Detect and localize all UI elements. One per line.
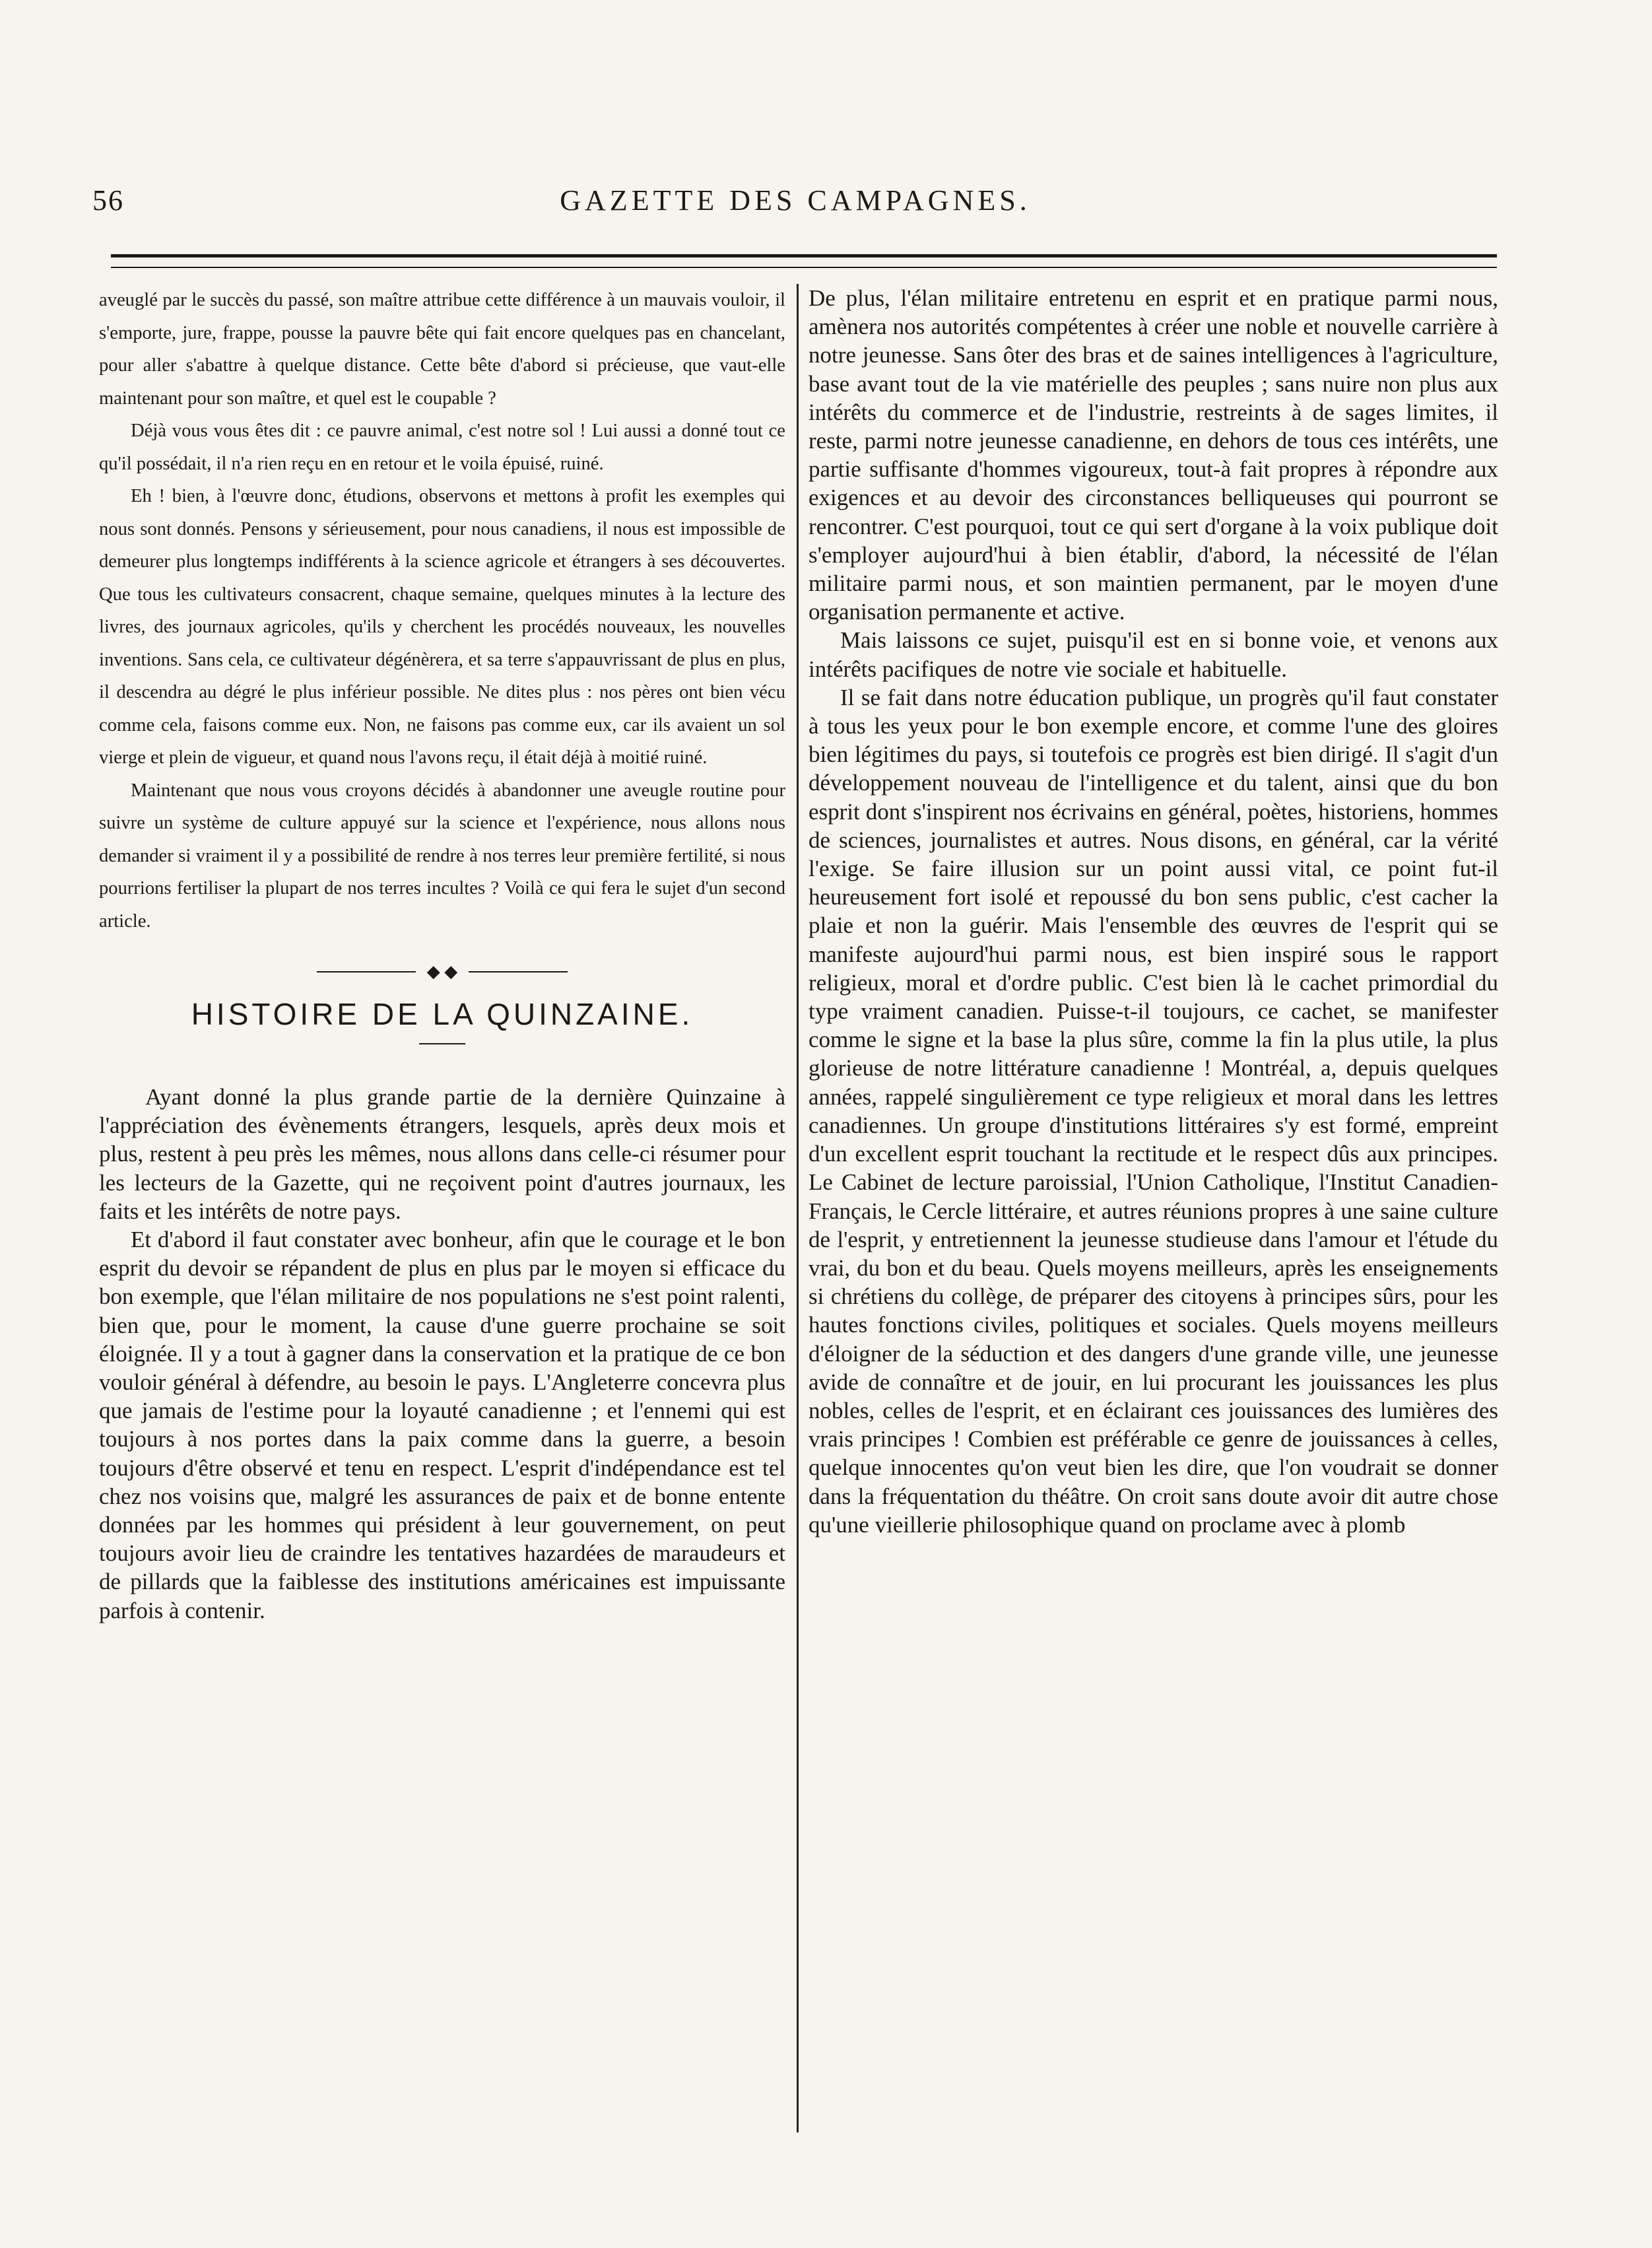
article-paragraph: De plus, l'élan militaire entretenu en esprit et en pratique parmi nous, amènera nos autorités compétentes à créer une noble et nouvelle carrière à notre jeunesse. Sans ôter des bras et de saines intelligences à l'agriculture, base avant tout de la vie matérielle des peuples ; sans nuire non plus aux intérêts du commerce et de l'industrie, restreints à de sages limites, il reste, parmi notre jeunesse canadienne, en dehors de tous ces intérêts, une partie suffisante d'hommes vigoureux, tout-à fait propres à répondre aux exigences et au devoir des circonstances belliqueuses qui pourront se rencontrer. C'est pourquoi, tout ce qui sert d'organe à la voix publique doit s'employer aujourd'hui à bien établir, d'abord, la nécessité de l'élan militaire parmi nous, et son maintien permanent, par le moyen d'une organisation permanente et active. <box>809 285 1498 625</box>
article-paragraph: Mais laissons ce sujet, puisqu'il est en si bonne voie, et venons aux intérêts pacifiques de notre vie sociale et habituelle. <box>809 627 1498 682</box>
article-paragraph: Il se fait dans notre éducation publique, un progrès qu'il faut constater à tous les yeux pour le bon exemple encore, et comme l'une des gloires bien légitimes du pays, si toutefois ce progrès est bien dirigé. Il s'agit d'un développement nouveau de l'intelligence et du talent, ainsi que du bon esprit dont s'inspirent nos écrivains en général, poètes, historiens, hommes de sciences, journalistes et autres. Nous disons, en général, car la vérité l'exige. Se faire illusion sur un point aussi vital, ce point fut-il heureusement fort isolé et repoussé du bon sens public, c'est cacher la plaie et non la guérir. Mais l'ensemble des œuvres de l'esprit qui se manifeste aujourd'hui parmi nous, est bien inspiré sous le rapport religieux, moral et d'ordre public. C'est bien là le cachet primordial du type vraiment canadien. Puisse-t-il toujours, ce cachet, se manifester comme le signe et la base la plus sûre, comme la fin la plus utile, la plus glorieuse de notre littérature canadienne ! Montréal, a, depuis quelques années, rappelé singulièrement ce type religieux et moral dans les lettres canadiennes. Un groupe d'institutions littéraires s'y est formé, empreint d'un excellent esprit touchant la rectitude et le respect dûs aux principes. Le Cabinet de lecture paroissial, l'Union Catholique, l'Institut Canadien-Français, le Cercle littéraire, et autres réunions propres à une saine culture de l'esprit, y entretiennent la jeunesse studieuse dans l'amour et l'étude du vrai, du bon et du beau. Quels moyens meilleurs, après les enseignements si chrétiens du collège, de préparer des citoyens à principes sûrs, pour les hautes fonctions civiles, politiques et sociales. Quels moyens meilleurs d'éloigner de la séduction et des dangers d'une grande ville, une jeunesse avide de connaître et de jouir, en lui procurant les jouissances les plus nobles, celles de l'esprit, et en éclairant ces jouissances des lumières des vrais principes ! Combien est préférable ce genre de jouissances à celles, quelque innocentes qu'on veut bien les dire, que l'on voudrait se donner dans la fréquentation du théâtre. On croit sans doute avoir dit autre chose qu'une vieillerie philosophique quand on proclame avec à plomb <box>809 684 1498 1538</box>
article-paragraph: Déjà vous vous êtes dit : ce pauvre animal, c'est notre sol ! Lui aussi a donné tout ce qu'il possédait, il n'a rien reçu en en retour et le voila épuisé, ruiné. <box>99 421 785 474</box>
history-paragraph: Et d'abord il faut constater avec bonheur, afin que le courage et le bon esprit du devoir se répandent de plus en plus par le moyen si efficace du bon exemple, que l'élan militaire de nos populations ne s'est point ralenti, bien que, pour le moment, la cause d'une guerre prochaine se soit éloignée. Il y a tout à gagner dans la conservation et la pratique de ce bon vouloir général à défendre, au besoin le pays. L'Angleterre concevra plus que jamais de l'estime pour la loyauté canadienne ; et l'ennemi qui est toujours à nos portes dans la paix comme dans la guerre, a besoin toujours d'être observé et tenu en respect. L'esprit d'indépendance est tel chez nos voisins que, malgré les assurances de paix et de bonne entente données par les hommes qui président à leur gouvernement, on peut toujours avoir lieu de craindre les tentatives hazardées de maraudeurs et de pillards que la faiblesse des institutions américaines est impuissante parfois à contenir. <box>99 1227 785 1623</box>
header-rule <box>111 254 1497 268</box>
section-ornament <box>99 962 785 981</box>
article-paragraph: aveuglé par le succès du passé, son maître attribue cette différence à un mauvais vouloir, il s'emporte, jure, frappe, pousse la pauvre bête qui fait encore quelques pas en chancelant, pour aller s'abattre à quelque distance. Cette bête d'abord si précieuse, que vaut-elle maintenant pour son maître, et quel est le coupable ? <box>99 290 785 409</box>
page-header <box>92 184 1498 223</box>
history-paragraph: Ayant donné la plus grande partie de la dernière Quinzaine à l'appréciation des évènements étrangers, lesquels, après deux mois et plus, restent à peu près les mêmes, nous allons dans celle-ci résumer pour les lecteurs de la Gazette, qui ne reçoivent point d'autres journaux, les faits et les intérêts de notre pays. <box>99 1084 785 1224</box>
title-rule <box>419 1043 465 1044</box>
right-column <box>809 284 1498 2198</box>
ornament-rule <box>469 971 568 972</box>
section-title: HISTOIRE DE LA QUINZAINE. <box>191 997 694 1031</box>
column-divider <box>797 284 799 2132</box>
page-number: 56 <box>92 184 124 217</box>
left-column <box>99 284 785 2198</box>
ornament-rule <box>317 971 416 972</box>
ornament-icon: ◆ ◆ <box>426 962 458 981</box>
article-paragraph: Eh ! bien, à l'œuvre donc, étudions, observons et mettons à profit les exemples qui nous sont donnés. Pensons y sérieusement, pour nous canadiens, il nous est impossible de demeurer plus longtemps indifférents à la science agricole et étrangers à ses découvertes. Que tous les cultivateurs consacrent, chaque semaine, quelques minutes à la lecture des livres, des journaux agricoles, qu'ils y cherchent les procédés nouveaux, les nouvelles inventions. Sans cela, ce cultivateur dégénèrera, et sa terre s'appauvrissant de plus en plus, il descendra au dégré le plus inférieur possible. Ne dites plus : nos pères ont bien vécu comme cela, faisons comme eux. Non, ne faisons pas comme eux, car ils avaient un sol vierge et plein de vigueur, et quand nous l'avons reçu, il était déjà à moitié ruiné. <box>99 486 785 768</box>
article-paragraph: Maintenant que nous vous croyons décidés à abandonner une aveugle routine pour suivre un système de culture appuyé sur la science et l'expérience, nous allons nous demander si vraiment il y a possibilité de rendre à nos terres leur première fertilité, si nous pourrions fertiliser la plupart de nos terres incultes ? Voilà ce qui fera le sujet d'un second article. <box>99 780 785 932</box>
journal-title: GAZETTE DES CAMPAGNES. <box>560 184 1031 217</box>
